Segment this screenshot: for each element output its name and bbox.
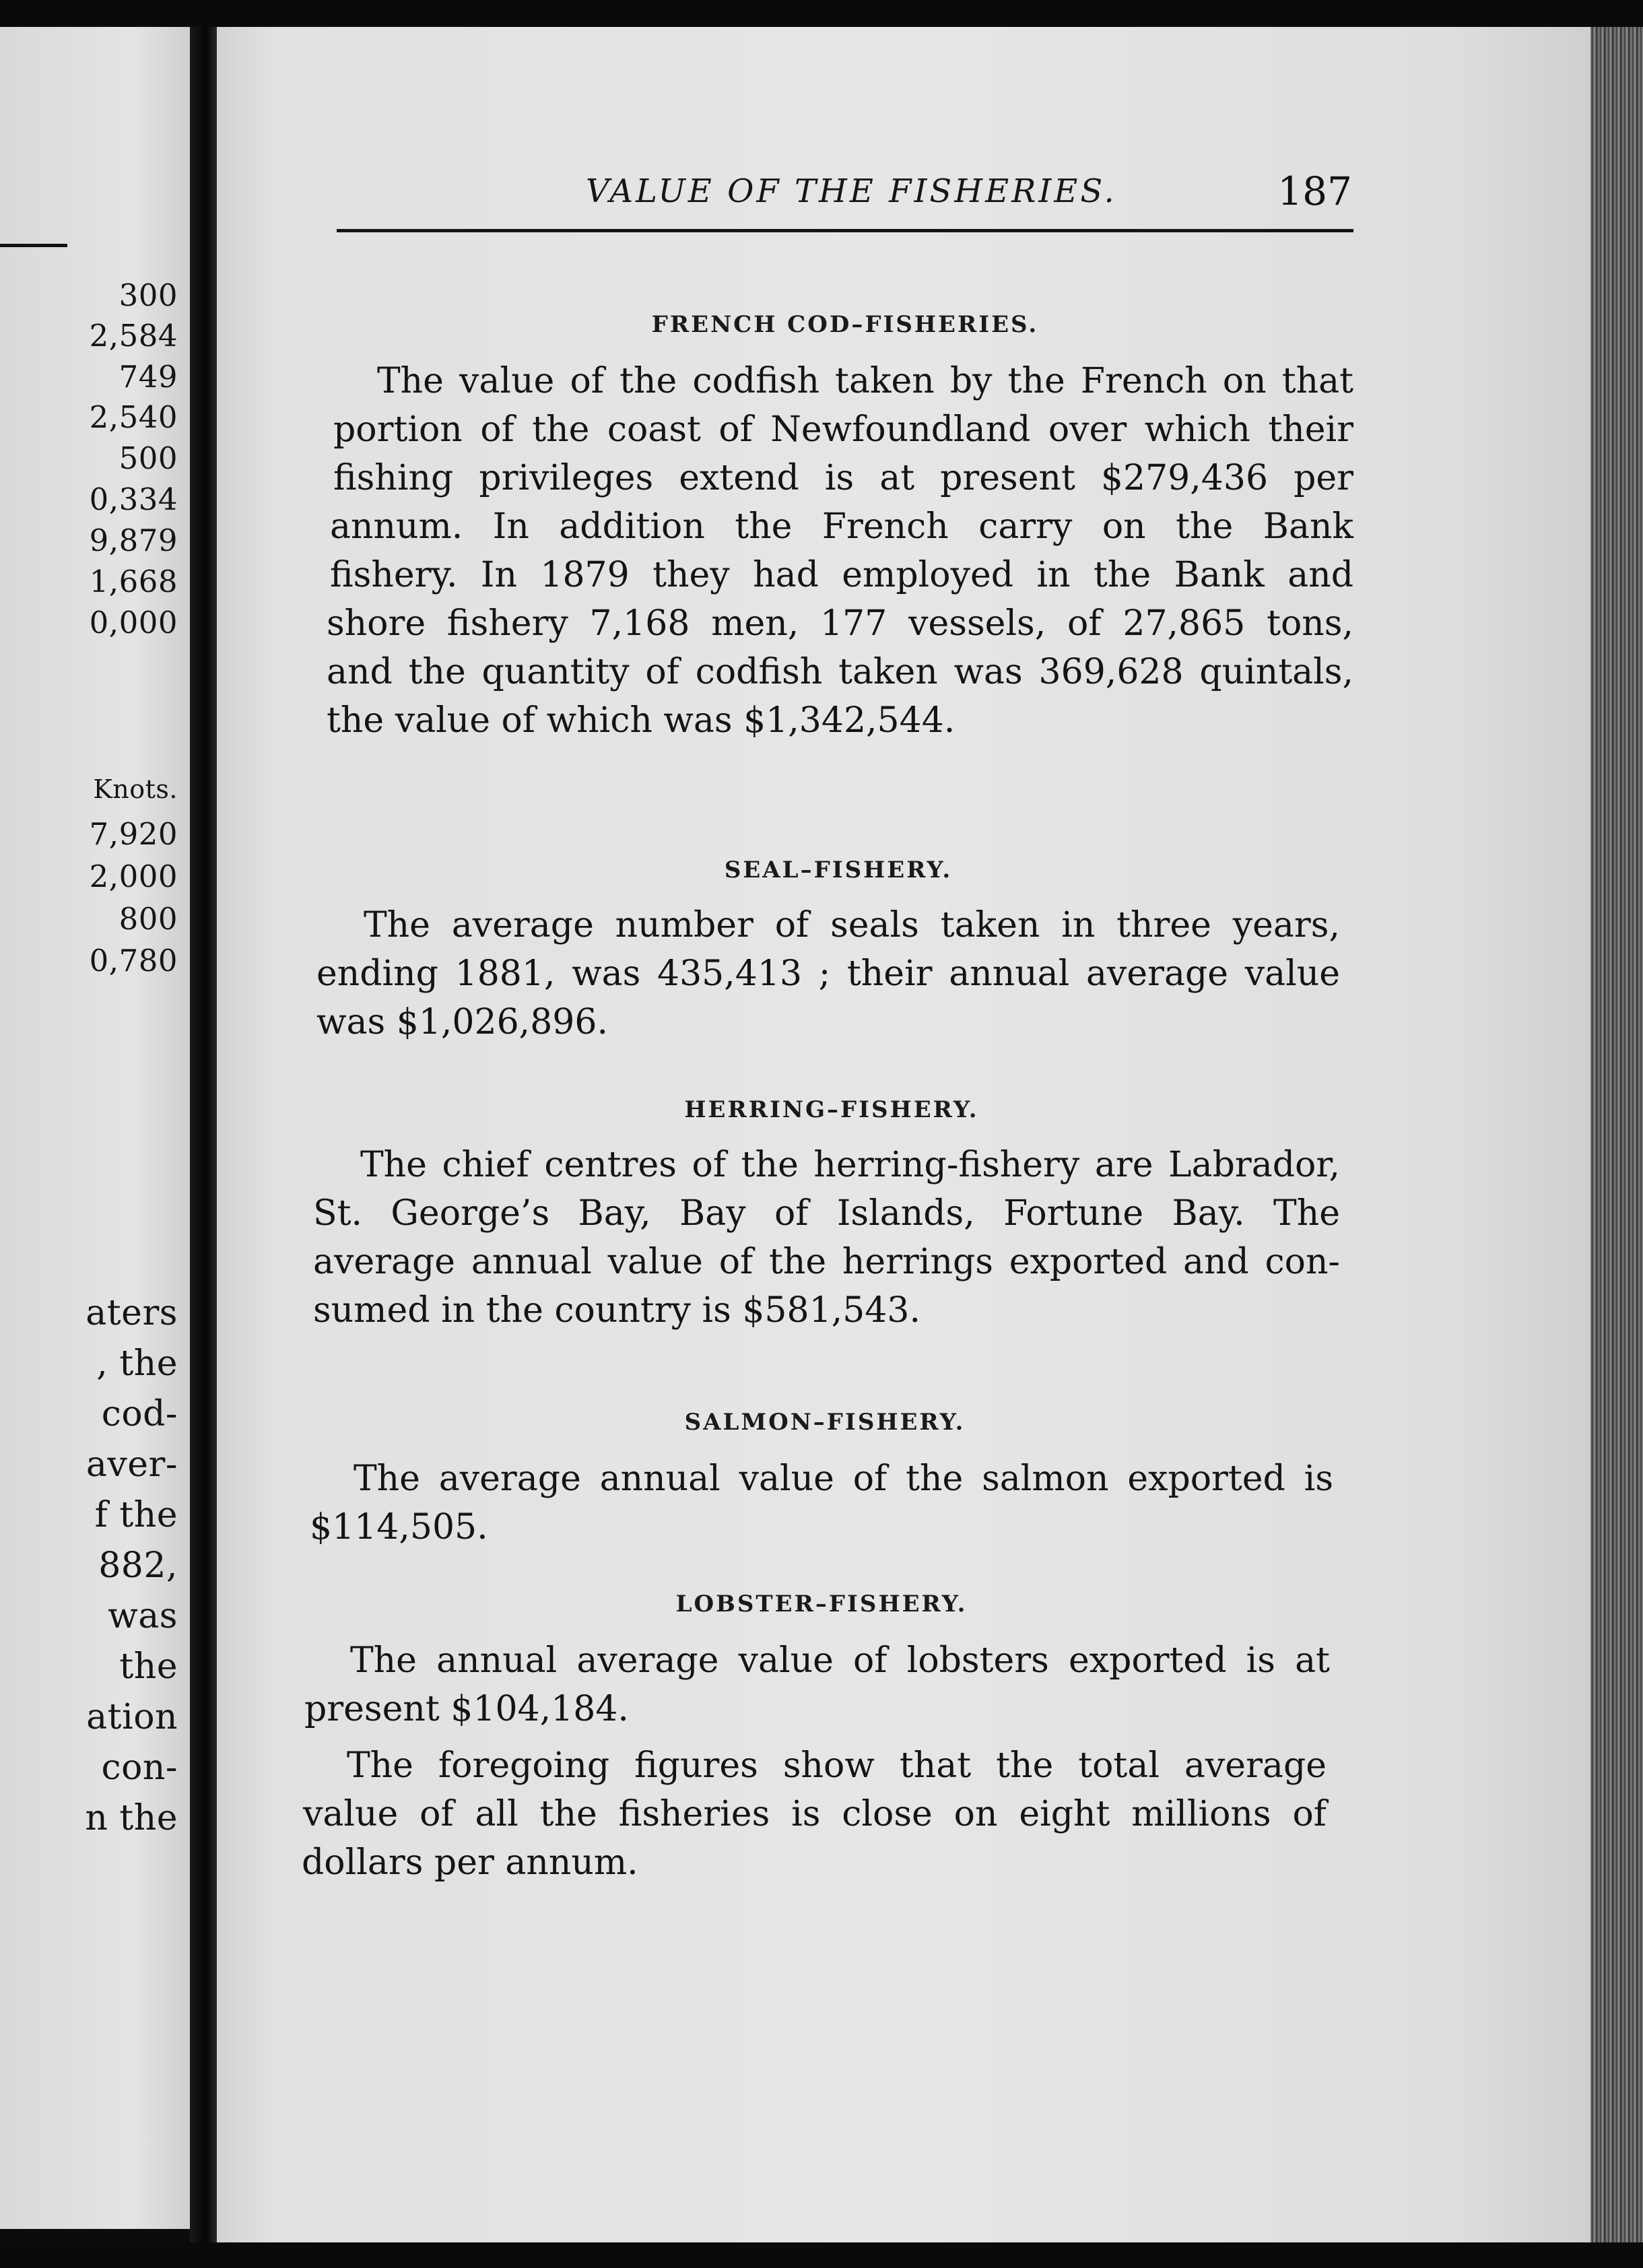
body-line: and the quantity of codfish taken was 369,628 quintals, bbox=[327, 652, 1353, 692]
left-fragment: 0,000 bbox=[89, 605, 178, 640]
body-line: shore fishery 7,168 men, 177 vessels, of 27,865 tons, bbox=[327, 603, 1353, 644]
body-line: St. George’s Bay, Bay of Islands, Fortune Bay. The bbox=[313, 1193, 1340, 1234]
left-fragment: 500 bbox=[119, 440, 178, 476]
left-fragment: n the bbox=[85, 1798, 178, 1838]
body-line: The annual average value of lobsters exported is at bbox=[350, 1640, 1330, 1681]
body-line: The chief centres of the herring-fishery are Labrador, bbox=[360, 1145, 1340, 1185]
body-line: the value of which was $1,342,544. bbox=[327, 700, 955, 741]
section-heading-herring: HERRING–FISHERY. bbox=[684, 1096, 979, 1123]
left-fragment: 800 bbox=[119, 901, 178, 937]
body-line: ending 1881, was 435,413 ; their annual average value bbox=[316, 954, 1340, 994]
body-line: The average annual value of the salmon exported is bbox=[354, 1459, 1333, 1499]
left-fragment: 882, bbox=[98, 1545, 178, 1586]
left-fragment: 2,540 bbox=[89, 399, 178, 435]
body-line: $114,505. bbox=[310, 1507, 488, 1547]
left-page-rule bbox=[0, 244, 67, 247]
left-facing-page bbox=[0, 27, 190, 2229]
left-fragment: 0,334 bbox=[89, 481, 178, 517]
left-fragment: the bbox=[119, 1646, 178, 1687]
page-stack-edge bbox=[1590, 27, 1643, 2242]
left-fragment: 2,584 bbox=[89, 318, 178, 354]
left-fragment: 7,920 bbox=[89, 816, 178, 852]
header-rule bbox=[337, 229, 1353, 232]
left-fragment: f the bbox=[94, 1495, 178, 1535]
section-heading-salmon: SALMON–FISHERY. bbox=[684, 1409, 966, 1436]
body-line: fishery. In 1879 they had employed in the Bank and bbox=[330, 555, 1353, 595]
left-fragment: 0,780 bbox=[89, 943, 178, 978]
left-fragment: , the bbox=[96, 1343, 178, 1384]
body-line: fishing privileges extend is at present $279,436 per bbox=[333, 458, 1353, 498]
left-fragment: aters bbox=[86, 1293, 178, 1333]
body-line: average annual value of the herrings exported and con- bbox=[313, 1242, 1340, 1282]
left-fragment: 2,000 bbox=[89, 859, 178, 894]
left-fragment: 9,879 bbox=[89, 523, 178, 558]
body-line: value of all the fisheries is close on eight millions of bbox=[303, 1794, 1327, 1834]
body-line: was $1,026,896. bbox=[316, 1002, 608, 1042]
section-heading-french-cod: FRENCH COD–FISHERIES. bbox=[651, 311, 1039, 338]
section-heading-seal: SEAL–FISHERY. bbox=[724, 857, 953, 883]
body-line: The value of the codfish taken by the French on that bbox=[377, 361, 1353, 401]
body-line: portion of the coast of Newfoundland over which their bbox=[333, 409, 1353, 450]
book-gutter bbox=[190, 27, 217, 2242]
left-fragment: con- bbox=[101, 1747, 178, 1788]
left-fragment: was bbox=[108, 1596, 178, 1636]
main-page bbox=[217, 27, 1590, 2242]
running-head-title: VALUE OF THE FISHERIES. bbox=[586, 172, 1117, 210]
body-line: The average number of seals taken in three years, bbox=[364, 905, 1340, 945]
body-line: sumed in the country is $581,543. bbox=[313, 1290, 920, 1331]
section-heading-lobster: LOBSTER–FISHERY. bbox=[675, 1591, 968, 1617]
left-fragment: 300 bbox=[119, 277, 178, 313]
left-fragment: aver- bbox=[86, 1444, 178, 1485]
running-head bbox=[337, 168, 1360, 215]
left-fragment: ation bbox=[86, 1697, 178, 1737]
left-fragment: 1,668 bbox=[89, 564, 178, 599]
left-fragment: Knots. bbox=[93, 774, 178, 804]
left-fragment: cod- bbox=[101, 1394, 178, 1434]
page-number: 187 bbox=[1277, 168, 1352, 214]
scan-bottom-border bbox=[0, 2242, 1643, 2268]
body-line: present $104,184. bbox=[304, 1689, 629, 1729]
body-line: annum. In addition the French carry on the Bank bbox=[330, 506, 1353, 547]
left-fragment: 749 bbox=[119, 359, 178, 395]
body-line: dollars per annum. bbox=[302, 1842, 638, 1883]
body-line: The foregoing figures show that the total average bbox=[347, 1745, 1327, 1786]
